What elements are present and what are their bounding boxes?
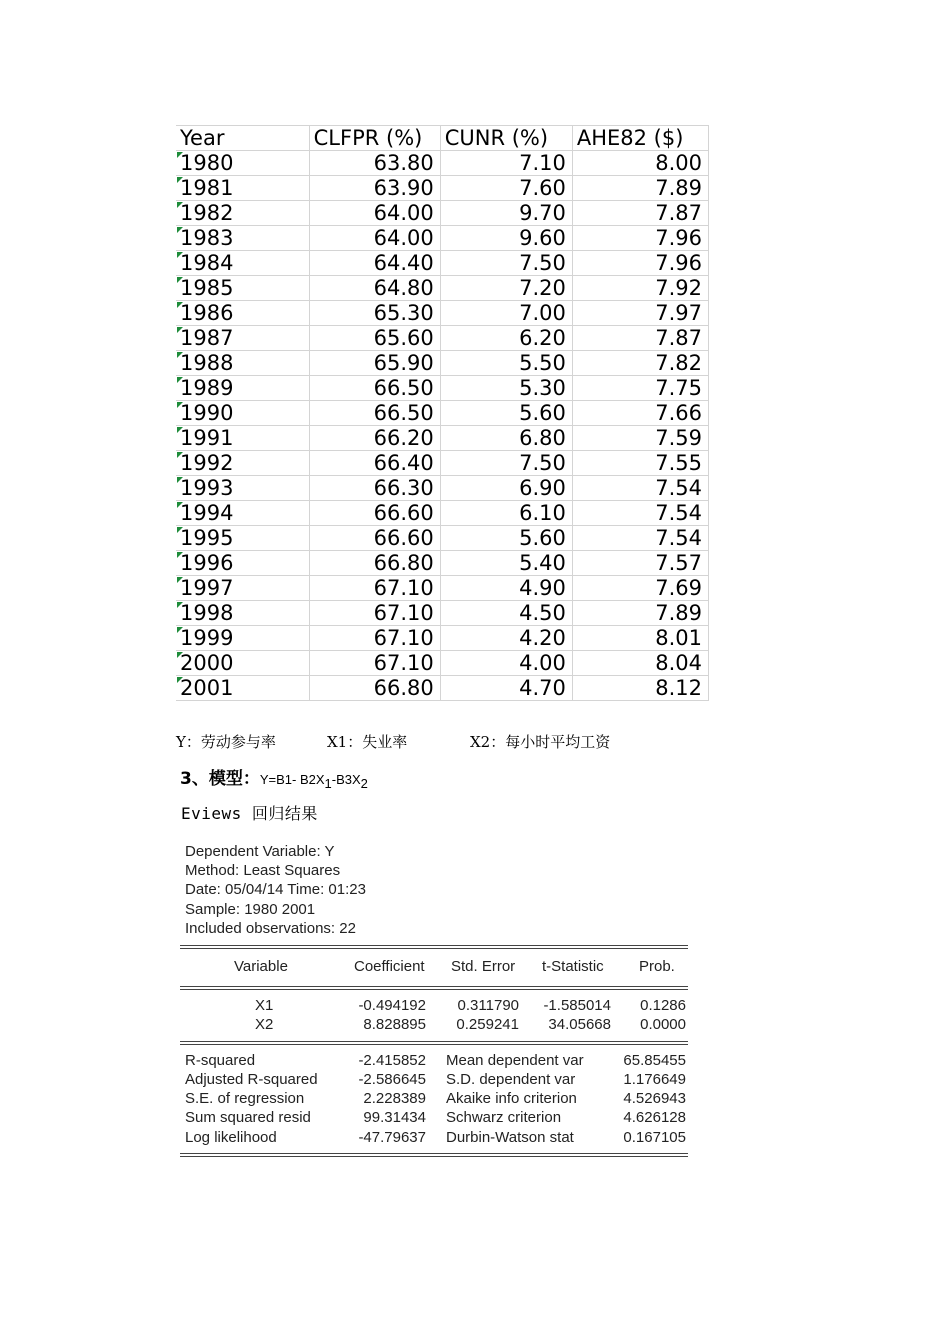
cell-cunr: 9.70 — [440, 201, 572, 226]
cell-ahe82: 7.97 — [572, 301, 708, 326]
cell-clfpr: 64.00 — [309, 226, 440, 251]
col-std-error: Std. Error — [451, 957, 516, 975]
year-text: 1982 — [180, 201, 234, 225]
cell-cunr: 7.20 — [440, 276, 572, 301]
cell-clfpr: 66.60 — [309, 526, 440, 551]
table-row — [176, 551, 709, 576]
coef-std-error: 0.311790 — [457, 996, 519, 1014]
coef-coefficient: 8.828895 — [363, 1016, 426, 1034]
header-row — [176, 126, 709, 151]
coef-variable: X2 — [255, 1016, 274, 1034]
observations-line: Included observations: 22 — [185, 919, 356, 937]
table-row — [176, 651, 709, 676]
stat-value: -47.79637 — [358, 1128, 426, 1146]
cell-marker-icon — [177, 477, 183, 483]
cell-clfpr: 65.30 — [309, 301, 440, 326]
cell-cunr: 4.50 — [440, 601, 572, 626]
stat-label: R-squared — [185, 1051, 256, 1069]
table-row — [176, 151, 709, 176]
stat-value-right: 65.85455 — [623, 1051, 686, 1069]
cell-ahe82: 8.00 — [572, 151, 708, 176]
cell-marker-icon — [177, 427, 183, 433]
cell-marker-icon — [177, 177, 183, 183]
cell-ahe82: 7.82 — [572, 351, 708, 376]
cell-marker-icon — [177, 402, 183, 408]
coef-t-statistic: 34.05668 — [548, 1016, 611, 1034]
cell-cunr: 5.50 — [440, 351, 572, 376]
year-text: 1983 — [180, 226, 234, 250]
cell-year — [176, 226, 309, 251]
model-subscript-1: 1 — [324, 776, 332, 792]
stat-value: 99.31434 — [363, 1109, 426, 1127]
stats-row — [180, 1128, 688, 1147]
cell-year — [176, 301, 309, 326]
stats-row — [180, 1089, 688, 1108]
table-row — [176, 251, 709, 276]
cell-cunr: 6.90 — [440, 476, 572, 501]
coef-coefficient: -0.494192 — [358, 996, 426, 1014]
stat-label-right: Durbin-Watson stat — [446, 1128, 574, 1146]
cell-cunr: 7.00 — [440, 301, 572, 326]
table-row — [176, 201, 709, 226]
cell-marker-icon — [177, 577, 183, 583]
coef-row — [180, 1015, 688, 1034]
cell-year — [176, 626, 309, 651]
coef-table — [180, 990, 688, 1041]
cell-ahe82: 7.89 — [572, 176, 708, 201]
model-line — [180, 764, 368, 791]
cell-ahe82: 8.04 — [572, 651, 708, 676]
stat-label-right: S.D. dependent var — [446, 1070, 576, 1088]
cell-cunr: 4.90 — [440, 576, 572, 601]
year-text: 1998 — [180, 601, 234, 625]
year-text: 1986 — [180, 301, 234, 325]
table-row — [176, 351, 709, 376]
cell-cunr: 7.50 — [440, 251, 572, 276]
cell-ahe82: 8.12 — [572, 676, 708, 701]
stat-label: Adjusted R-squared — [185, 1070, 318, 1088]
table-row — [176, 526, 709, 551]
year-text: 1991 — [180, 426, 234, 450]
coef-header-row — [180, 949, 688, 985]
cell-marker-icon — [177, 527, 183, 533]
header-cunr: CUNR (%) — [440, 126, 572, 151]
cell-cunr: 7.10 — [440, 151, 572, 176]
cell-ahe82: 7.55 — [572, 451, 708, 476]
col-coefficient: Coefficient — [354, 957, 425, 975]
cell-marker-icon — [177, 552, 183, 558]
cell-year — [176, 551, 309, 576]
cell-clfpr: 67.10 — [309, 601, 440, 626]
table-row — [176, 376, 709, 401]
eviews-header — [180, 842, 688, 938]
cell-clfpr: 64.40 — [309, 251, 440, 276]
stat-value-right: 4.526943 — [623, 1090, 686, 1108]
cell-marker-icon — [177, 352, 183, 358]
table-row — [176, 476, 709, 501]
col-variable: Variable — [234, 957, 288, 975]
year-text: 1992 — [180, 451, 234, 475]
table-row — [176, 326, 709, 351]
cell-year — [176, 451, 309, 476]
cell-clfpr: 65.60 — [309, 326, 440, 351]
cell-clfpr: 63.80 — [309, 151, 440, 176]
cell-clfpr: 66.40 — [309, 451, 440, 476]
cell-year — [176, 676, 309, 701]
cell-marker-icon — [177, 302, 183, 308]
cell-cunr: 5.40 — [440, 551, 572, 576]
data-spreadsheet — [176, 125, 709, 701]
eviews-title: Eviews 回归结果 — [181, 804, 318, 823]
date-line: Date: 05/04/14 Time: 01:23 — [185, 881, 366, 899]
stat-label: S.E. of regression — [185, 1090, 305, 1108]
cell-year — [176, 601, 309, 626]
table-row — [176, 301, 709, 326]
table-row — [176, 276, 709, 301]
cell-marker-icon — [177, 277, 183, 283]
model-formula-part1: Y=B1- B2X — [259, 772, 325, 787]
year-text: 2000 — [180, 651, 234, 675]
cell-cunr: 4.70 — [440, 676, 572, 701]
cell-year — [176, 376, 309, 401]
coef-t-statistic: -1.585014 — [543, 996, 611, 1014]
cell-year — [176, 151, 309, 176]
cell-cunr: 4.20 — [440, 626, 572, 651]
col-prob: Prob. — [639, 957, 675, 975]
header-clfpr: CLFPR (%) — [309, 126, 440, 151]
cell-ahe82: 7.89 — [572, 601, 708, 626]
cell-marker-icon — [177, 627, 183, 633]
cell-year — [176, 326, 309, 351]
stats-row — [180, 1070, 688, 1089]
coef-prob: 0.0000 — [640, 1016, 686, 1034]
cell-year — [176, 576, 309, 601]
year-text: 1995 — [180, 526, 234, 550]
cell-ahe82: 7.87 — [572, 201, 708, 226]
cell-cunr: 6.10 — [440, 501, 572, 526]
dependent-variable-line: Dependent Variable: Y — [185, 843, 335, 860]
coef-prob: 0.1286 — [640, 996, 686, 1014]
cell-ahe82: 7.54 — [572, 501, 708, 526]
cell-ahe82: 7.57 — [572, 551, 708, 576]
cell-ahe82: 7.59 — [572, 426, 708, 451]
cell-clfpr: 64.00 — [309, 201, 440, 226]
stat-label: Log likelihood — [185, 1128, 277, 1146]
table-row — [176, 626, 709, 651]
table-row — [176, 176, 709, 201]
cell-year — [176, 251, 309, 276]
stat-value: 2.228389 — [363, 1090, 426, 1108]
col-t-statistic: t-Statistic — [542, 957, 604, 975]
cell-clfpr: 66.50 — [309, 376, 440, 401]
stats-table — [180, 1045, 688, 1153]
stat-label-right: Mean dependent var — [446, 1051, 584, 1069]
stat-value-right: 0.167105 — [623, 1128, 686, 1146]
year-text: 1999 — [180, 626, 234, 650]
cell-marker-icon — [177, 377, 183, 383]
cell-clfpr: 66.80 — [309, 551, 440, 576]
header-year: Year — [176, 126, 309, 151]
stat-value-right: 4.626128 — [623, 1109, 686, 1127]
cell-clfpr: 67.10 — [309, 576, 440, 601]
legend-x2: X2：每小时平均工资 — [470, 733, 611, 751]
legend-x1: X1：失业率 — [327, 733, 408, 751]
cell-marker-icon — [177, 502, 183, 508]
year-text: 1994 — [180, 501, 234, 525]
cell-year — [176, 401, 309, 426]
method-line: Method: Least Squares — [185, 862, 341, 880]
year-text: 1989 — [180, 376, 234, 400]
cell-marker-icon — [177, 602, 183, 608]
coef-variable: X1 — [255, 996, 274, 1014]
table-row — [176, 226, 709, 251]
sample-line: Sample: 1980 2001 — [185, 900, 316, 918]
cell-marker-icon — [177, 327, 183, 333]
stat-value: -2.586645 — [358, 1070, 426, 1088]
year-text: 1981 — [180, 176, 234, 200]
cell-year — [176, 351, 309, 376]
cell-clfpr: 66.60 — [309, 501, 440, 526]
cell-clfpr: 63.90 — [309, 176, 440, 201]
header-ahe82: AHE82 ($) — [572, 126, 708, 151]
cell-clfpr: 64.80 — [309, 276, 440, 301]
table-row — [176, 451, 709, 476]
table-row — [176, 601, 709, 626]
model-heading: 3、模型： — [180, 769, 260, 789]
cell-marker-icon — [177, 652, 183, 658]
cell-cunr: 7.50 — [440, 451, 572, 476]
cell-cunr: 5.60 — [440, 526, 572, 551]
cell-cunr: 5.60 — [440, 401, 572, 426]
year-text: 1993 — [180, 476, 234, 500]
cell-year — [176, 476, 309, 501]
cell-cunr: 7.60 — [440, 176, 572, 201]
cell-marker-icon — [177, 227, 183, 233]
cell-cunr: 4.00 — [440, 651, 572, 676]
cell-clfpr: 65.90 — [309, 351, 440, 376]
cell-cunr: 6.20 — [440, 326, 572, 351]
cell-marker-icon — [177, 252, 183, 258]
year-text: 1996 — [180, 551, 234, 575]
model-subscript-2: 2 — [360, 776, 368, 792]
stat-value-right: 1.176649 — [623, 1070, 686, 1088]
year-text: 1997 — [180, 576, 234, 600]
year-text: 1984 — [180, 251, 234, 275]
cell-clfpr: 66.80 — [309, 676, 440, 701]
stat-label: Sum squared resid — [185, 1109, 311, 1127]
cell-ahe82: 7.96 — [572, 251, 708, 276]
cell-year — [176, 276, 309, 301]
cell-clfpr: 66.20 — [309, 426, 440, 451]
cell-ahe82: 8.01 — [572, 626, 708, 651]
cell-ahe82: 7.96 — [572, 226, 708, 251]
cell-ahe82: 7.54 — [572, 476, 708, 501]
cell-year — [176, 501, 309, 526]
table-row — [176, 576, 709, 601]
year-text: 2001 — [180, 676, 234, 700]
cell-ahe82: 7.75 — [572, 376, 708, 401]
cell-clfpr: 66.30 — [309, 476, 440, 501]
cell-cunr: 9.60 — [440, 226, 572, 251]
coef-row — [180, 996, 688, 1015]
year-text: 1990 — [180, 401, 234, 425]
stat-label-right: Akaike info criterion — [446, 1090, 577, 1108]
cell-marker-icon — [177, 152, 183, 158]
cell-ahe82: 7.87 — [572, 326, 708, 351]
cell-cunr: 5.30 — [440, 376, 572, 401]
divider-double — [180, 1153, 688, 1157]
table-row — [176, 676, 709, 701]
cell-clfpr: 67.10 — [309, 651, 440, 676]
stat-value: -2.415852 — [358, 1051, 426, 1069]
cell-year — [176, 651, 309, 676]
cell-year — [176, 426, 309, 451]
stats-row — [180, 1108, 688, 1127]
year-text: 1985 — [180, 276, 234, 300]
year-text: 1988 — [180, 351, 234, 375]
cell-clfpr: 66.50 — [309, 401, 440, 426]
model-formula-part2: -B3X — [331, 772, 361, 787]
stats-row — [180, 1051, 688, 1070]
cell-year — [176, 176, 309, 201]
cell-ahe82: 7.66 — [572, 401, 708, 426]
cell-marker-icon — [177, 452, 183, 458]
year-text: 1987 — [180, 326, 234, 350]
cell-ahe82: 7.92 — [572, 276, 708, 301]
cell-marker-icon — [177, 202, 183, 208]
cell-year — [176, 201, 309, 226]
table-row — [176, 401, 709, 426]
stat-label-right: Schwarz criterion — [446, 1109, 562, 1127]
cell-year — [176, 526, 309, 551]
cell-cunr: 6.80 — [440, 426, 572, 451]
legend-y: Y：劳动参与率 — [176, 733, 276, 751]
year-text: 1980 — [180, 151, 234, 175]
cell-ahe82: 7.54 — [572, 526, 708, 551]
cell-marker-icon — [177, 677, 183, 683]
coef-std-error: 0.259241 — [456, 1016, 519, 1034]
cell-clfpr: 67.10 — [309, 626, 440, 651]
table-row — [176, 501, 709, 526]
cell-ahe82: 7.69 — [572, 576, 708, 601]
table-row — [176, 426, 709, 451]
eviews-output — [180, 842, 688, 1157]
